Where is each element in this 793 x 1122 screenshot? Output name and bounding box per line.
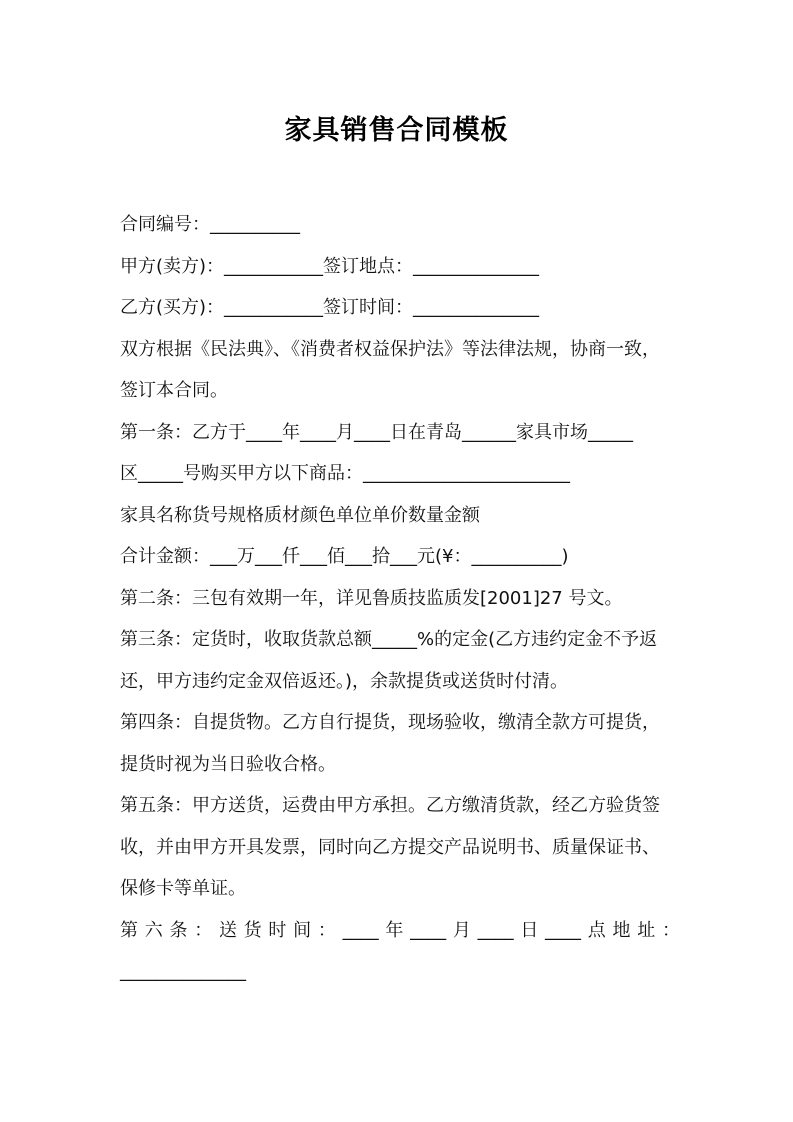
article-5-line-1: 第五条：甲方送货，运费由甲方承担。乙方缴清货款，经乙方验货签: [120, 795, 660, 816]
document-body: [120, 204, 680, 993]
contract-number-line: 合同编号：__________: [120, 214, 300, 235]
article-6-line-1: 第六条：送货时间：____年____月____日____点地址：: [120, 919, 680, 941]
article-4-line-1: 第四条：自提货物。乙方自行提货，现场验收，缴清全款方可提货，: [120, 712, 660, 733]
article-1-line-1: 第一条：乙方于____年____月____日在青岛______家具市场_____: [120, 421, 633, 443]
article-6-line-2: ______________: [120, 961, 246, 982]
article-2-line: 第二条：三包有效期一年，详见鲁质技监质发[2001]27 号文。: [120, 587, 623, 609]
article-1-line-2: 区_____号购买甲方以下商品：_______________________: [120, 463, 570, 484]
article-3-line-2: 还，甲方违约定金双倍返还。)，余款提货或送货时付清。: [120, 670, 569, 692]
article-3-line-1: 第三条：定货时，收取货款总额_____%的定金(乙方违约定金不予返: [120, 629, 658, 650]
article-4-line-2: 提货时视为当日验收合格。: [120, 753, 336, 775]
party-a-line: 甲方(卖方)：___________签订地点：______________: [120, 255, 540, 277]
goods-table-header: 家具名称货号规格质材颜色单位单价数量金额: [120, 504, 480, 526]
preamble-line-2: 签订本合同。: [120, 380, 228, 401]
total-amount-line: 合计金额：___万___仟___佰___拾___元(¥：__________): [120, 546, 569, 567]
article-5-line-3: 保修卡等单证。: [120, 878, 246, 899]
party-b-line: 乙方(买方)：___________签订时间：______________: [120, 297, 540, 318]
document-title: 家具销售合同模板: [284, 115, 509, 146]
preamble-line-1: 双方根据《民法典》、《消费者权益保护法》等法律法规，协商一致，: [120, 338, 660, 360]
article-5-line-2: 收，并由甲方开具发票，同时向乙方提交产品说明书、质量保证书、: [120, 836, 660, 858]
